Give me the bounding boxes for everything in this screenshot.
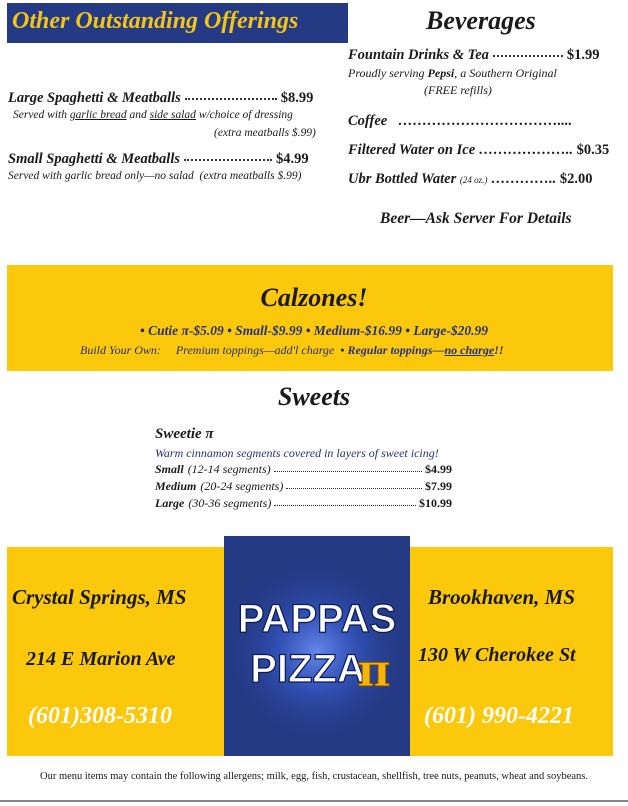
sweetie-size-row bbox=[155, 479, 452, 494]
bottled-water-dots: ………….. bbox=[490, 171, 557, 187]
crystal-springs-city: Crystal Springs, MS bbox=[12, 585, 187, 609]
sweetie-segments: (12-14 segments) bbox=[187, 462, 271, 476]
beer-note: Beer—Ask Server For Details bbox=[380, 210, 572, 227]
filtered-water-price: $0.35 bbox=[576, 142, 610, 158]
sweetie-price: $7.99 bbox=[425, 479, 452, 493]
bottom-divider bbox=[0, 800, 628, 802]
sweetie-pi-name: Sweetie π bbox=[155, 426, 214, 442]
bottled-water-size: (24 oz.) bbox=[459, 175, 488, 185]
calzones-title: Calzones! bbox=[260, 283, 368, 312]
dot-leader bbox=[184, 159, 272, 161]
small-spaghetti-price: $4.99 bbox=[276, 151, 309, 167]
fountain-drinks-price: $1.99 bbox=[566, 47, 600, 63]
pepsi-text: , a Southern Original bbox=[454, 66, 557, 80]
coffee-item bbox=[348, 113, 572, 130]
sweetie-price: $10.99 bbox=[419, 496, 452, 510]
pepsi-text: Proudly serving bbox=[348, 66, 428, 80]
crystal-springs-phone[interactable]: (601)308-5310 bbox=[28, 703, 172, 729]
sweetie-size-row bbox=[155, 462, 452, 477]
large-spaghetti-price: $8.99 bbox=[280, 90, 314, 106]
small-spaghetti-item bbox=[8, 151, 309, 168]
build-label: Build Your Own: bbox=[80, 343, 161, 357]
filtered-water-item bbox=[348, 142, 609, 159]
coffee-name: Coffee bbox=[348, 113, 388, 129]
small-spaghetti-name: Small Spaghetti & Meatballs bbox=[8, 151, 181, 167]
filtered-water-dots: ……………….. bbox=[478, 142, 574, 158]
desc-text: and bbox=[126, 109, 150, 121]
desc-text: w/choice of dressing bbox=[195, 109, 293, 121]
sweetie-pi-desc: Warm cinnamon segments covered in layers of sweet icing! bbox=[155, 446, 439, 460]
calzones-prices: • Cutie π-$5.09 • Small-$9.99 • Medium-$16.99 • Large-$20.99 bbox=[139, 323, 489, 338]
offerings-title: Other Outstanding Offerings bbox=[12, 8, 299, 34]
pi-icon: π bbox=[357, 643, 391, 697]
regular-toppings-suffix: !! bbox=[494, 343, 504, 357]
sweetie-price: $4.99 bbox=[425, 462, 452, 476]
fountain-drinks-name: Fountain Drinks & Tea bbox=[348, 47, 489, 63]
dot-leader bbox=[274, 471, 422, 472]
filtered-water-name: Filtered Water on Ice bbox=[348, 142, 476, 158]
logo-word-pappas: PAPPAS bbox=[237, 597, 397, 641]
bottled-water-name: Ubr Bottled Water bbox=[348, 171, 457, 187]
garlic-bread-text: garlic bread bbox=[69, 109, 127, 121]
pizza-logo-art bbox=[224, 536, 410, 756]
large-spaghetti-item bbox=[8, 90, 313, 107]
beverages-title: Beverages bbox=[426, 6, 536, 35]
coffee-dots: …………………………….... bbox=[398, 113, 573, 129]
regular-toppings: • Regular toppings— bbox=[340, 343, 445, 357]
brookhaven-phone[interactable]: (601) 990-4221 bbox=[424, 703, 574, 729]
sweetie-segments: (30-36 segments) bbox=[188, 496, 272, 510]
dot-leader bbox=[185, 98, 277, 100]
sweetie-segments: (20-24 segments) bbox=[200, 479, 284, 493]
desc-text: Served with garlic bread only—no salad bbox=[8, 170, 194, 182]
pepsi-brand: Pepsi bbox=[427, 66, 455, 80]
no-charge-text: no charge bbox=[444, 343, 495, 357]
bottled-water-price: $2.00 bbox=[559, 171, 593, 187]
pepsi-note bbox=[348, 66, 557, 81]
large-spaghetti-name: Large Spaghetti & Meatballs bbox=[8, 90, 181, 106]
premium-toppings: Premium toppings—add'l charge bbox=[175, 343, 335, 357]
sweets-title: Sweets bbox=[277, 382, 351, 411]
sweetie-size: Medium bbox=[155, 479, 197, 493]
crystal-springs-address: 214 E Marion Ave bbox=[26, 648, 176, 670]
fountain-drinks-item bbox=[348, 47, 600, 64]
dot-leader bbox=[286, 488, 422, 489]
small-spaghetti-desc bbox=[8, 170, 301, 182]
calzones-build-your-own bbox=[80, 343, 504, 358]
sweetie-size-row bbox=[155, 496, 452, 511]
large-spaghetti-extra: (extra meatballs $.99) bbox=[214, 127, 316, 139]
large-spaghetti-desc bbox=[13, 109, 293, 121]
sweetie-size: Large bbox=[155, 496, 185, 510]
dot-leader bbox=[493, 55, 563, 57]
brookhaven-city: Brookhaven, MS bbox=[428, 585, 576, 609]
allergen-notice: Our menu items may contain the following allergens; milk, egg, fish, crustacean, shellfish, tree nuts, peanuts, wheat and soybeans. bbox=[39, 771, 588, 782]
bottled-water-item bbox=[348, 171, 592, 188]
logo-word-pizza: PIZZA bbox=[250, 647, 366, 691]
side-salad-text: side salad bbox=[149, 109, 196, 121]
pappas-pizza-logo bbox=[224, 536, 410, 756]
small-spaghetti-extra: (extra meatballs $.99) bbox=[199, 170, 302, 182]
free-refills-note: (FREE refills) bbox=[424, 83, 492, 97]
brookhaven-address: 130 W Cherokee St bbox=[418, 644, 576, 666]
dot-leader bbox=[274, 505, 416, 506]
desc-text: Served with bbox=[13, 109, 70, 121]
sweetie-size: Small bbox=[155, 462, 184, 476]
